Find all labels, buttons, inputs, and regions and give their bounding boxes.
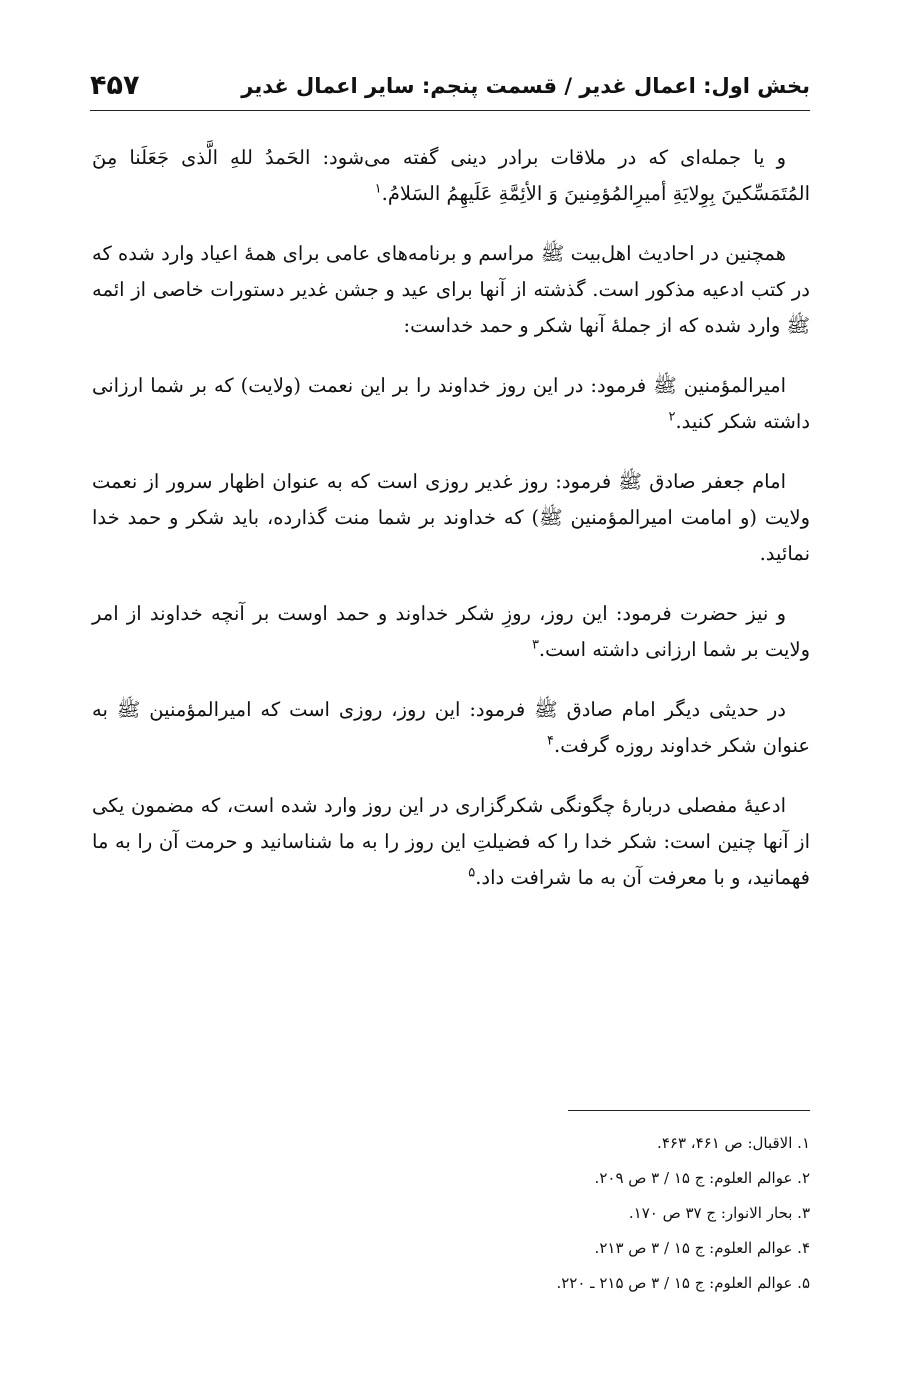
paragraph-5: و نیز حضرت فرمود: این روز، روزِ شکر خداوند و حمد اوست بر آنچه خداوند از امر ولایت بر شما ارزانی داشته است.$^۳$ bbox=[92, 602, 810, 661]
paragraph-6: در حدیثی دیگر امام صادق ﷺ فرمود: این روز، روزی است که امیرالمؤمنین ﷺ به عنوان شکر خداوند روزه گرفت.$^۴$ bbox=[92, 698, 810, 757]
footnote-divider bbox=[568, 1110, 810, 1111]
footnote-ref-3: ۳ bbox=[531, 637, 539, 653]
footnote-ref-1: ۱ bbox=[374, 181, 382, 197]
footnote-ref-4: ۴ bbox=[547, 733, 555, 749]
page-header bbox=[90, 70, 810, 111]
footnote-ref-5: ۵ bbox=[468, 865, 476, 881]
paragraph-3: امیرالمؤمنین ﷺ فرمود: در این روز خداوند را بر این نعمت (ولایت) که بر شما ارزانی داشته شکر کنید.$^۲$ bbox=[92, 374, 810, 433]
footnote-4: ۴. عوالم العلوم: ج ۱۵ / ۳ ص ۲۱۳. bbox=[594, 1239, 810, 1257]
paragraph-1: و یا جمله‌ای که در ملاقات برادر دینی گفته می‌شود: الحَمدُ للهِ الَّذی جَعَلَنا مِنَ المُتَمَسِّکینَ بِوِلایَةِ أمیرِالمُؤمِنینَ وَ الأئِمَّةِ عَلَیهِمُ السَلامُ.$^۱$ bbox=[92, 146, 810, 205]
paragraph-4: امام جعفر صادق ﷺ فرمود: روز غدیر روزی است که به عنوان اظهار سرور از نعمت ولایت (و امامت امیرالمؤمنین ﷺ) که خداوند بر شما منت گذارده، باید شکر و حمد خدا نمائید. bbox=[92, 470, 810, 565]
paragraph-2: همچنین در احادیث اهل‌بیت ﷺ مراسم و برنامه‌های عامی برای همهٔ اعیاد وارد شده که در کتب ادعیه مذکور است. گذشته از آنها برای عید و جشن غدیر دستورات خاصی از ائمه ﷺ وارد شده که از جملهٔ آنها شکر و حمد خداست: bbox=[92, 242, 810, 337]
paragraph-7: ادعیهٔ مفصلی دربارهٔ چگونگی شکرگزاری در این روز وارد شده است، که مضمون یکی از آنها چنین است: شکر خدا را که فضیلتِ این روز را به ما شناسانید و حرمت آن را به ما فهمانید، و با معرفت آن به ما شرافت داد.$^۵$ bbox=[92, 794, 810, 889]
footnotes bbox=[410, 1126, 810, 1301]
footnote-ref-2: ۲ bbox=[668, 409, 676, 425]
page-number: ۴۵۷ bbox=[90, 70, 140, 101]
running-head: بخش اول: اعمال غدیر / قسمت پنجم: سایر اعمال غدیر bbox=[241, 74, 810, 98]
footnote-2: ۲. عوالم العلوم: ج ۱۵ / ۳ ص ۲۰۹. bbox=[594, 1169, 810, 1187]
footnote-5: ۵. عوالم العلوم: ج ۱۵ / ۳ ص ۲۱۵ ـ ۲۲۰. bbox=[556, 1274, 810, 1292]
footnote-1: ۱. الاقبال: ص ۴۶۱، ۴۶۳. bbox=[657, 1134, 810, 1152]
body-text bbox=[92, 140, 810, 920]
footnote-3: ۳. بحار الانوار: ج ۳۷ ص ۱۷۰. bbox=[628, 1204, 810, 1222]
